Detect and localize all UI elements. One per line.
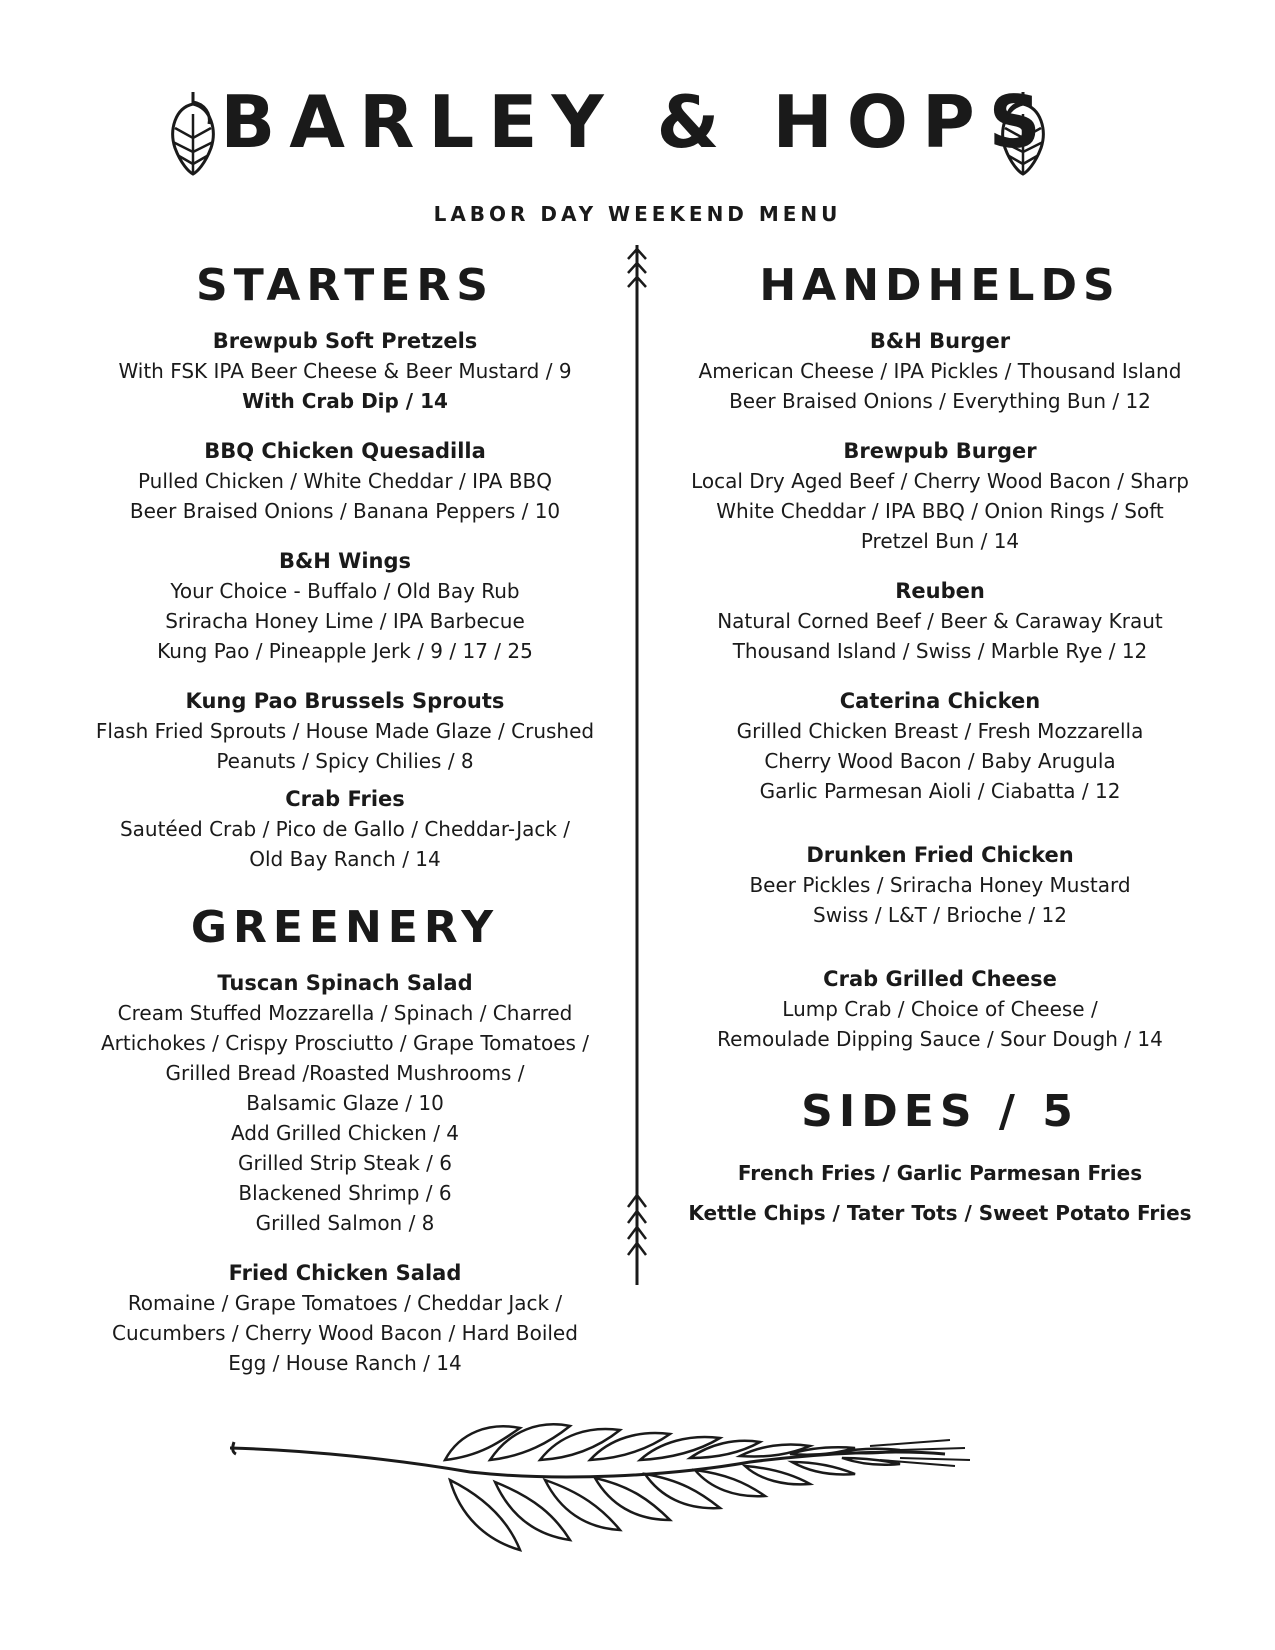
restaurant-title: BARLEY & HOPS xyxy=(220,80,1055,164)
item-line: French Fries / Garlic Parmesan Fries xyxy=(737,1161,1143,1185)
item-name: Tuscan Spinach Salad xyxy=(217,971,473,995)
item-line: Thousand Island / Swiss / Marble Rye / 12 xyxy=(732,639,1148,663)
item-line: Add Grilled Chicken / 4 xyxy=(230,1121,460,1145)
item-line: Artichokes / Crispy Prosciutto / Grape Tomatoes / xyxy=(100,1031,590,1055)
item-line: American Cheese / IPA Pickles / Thousand Island xyxy=(698,359,1182,383)
item-line: Remoulade Dipping Sauce / Sour Dough / 14 xyxy=(717,1027,1163,1051)
item-name: Kung Pao Brussels Sprouts xyxy=(185,689,505,713)
menu-item xyxy=(80,436,610,526)
hop-icon-right xyxy=(995,90,1051,176)
item-line: Grilled Bread /Roasted Mushrooms / xyxy=(165,1061,525,1085)
item-name: B&H Burger xyxy=(869,329,1011,353)
item-line: Peanuts / Spicy Chilies / 8 xyxy=(216,749,474,773)
menu-item xyxy=(670,964,1210,1054)
menu-item xyxy=(670,840,1210,930)
item-line: White Cheddar / IPA BBQ / Onion Rings / Soft xyxy=(716,499,1164,523)
menu-item xyxy=(670,1158,1210,1228)
wheat-arrow-divider-icon xyxy=(622,245,652,1285)
item-line: Sautéed Crab / Pico de Gallo / Cheddar-Jack / xyxy=(119,817,571,841)
item-line: Grilled Strip Steak / 6 xyxy=(238,1151,452,1175)
item-line: Beer Braised Onions / Everything Bun / 12 xyxy=(729,389,1151,413)
menu-section-handhelds xyxy=(670,258,1210,1054)
item-name: Crab Grilled Cheese xyxy=(823,967,1057,991)
section-heading: SIDES / 5 xyxy=(801,1086,1079,1137)
item-name: Reuben xyxy=(895,579,985,603)
item-line: Old Bay Ranch / 14 xyxy=(249,847,441,871)
item-line: Grilled Chicken Breast / Fresh Mozzarella xyxy=(736,719,1144,743)
menu-item xyxy=(670,326,1210,416)
menu-item xyxy=(670,576,1210,666)
item-line: Blackened Shrimp / 6 xyxy=(238,1181,452,1205)
item-line: Pulled Chicken / White Cheddar / IPA BBQ xyxy=(137,469,553,493)
menu-item xyxy=(80,546,610,666)
item-name: Fried Chicken Salad xyxy=(228,1261,462,1285)
section-heading: STARTERS xyxy=(196,260,494,311)
item-line: Pretzel Bun / 14 xyxy=(860,529,1020,553)
menu-item xyxy=(670,436,1210,556)
item-name: B&H Wings xyxy=(278,549,412,573)
wheat-stalk-illustration-icon xyxy=(230,1420,990,1560)
item-line: Lump Crab / Choice of Cheese / xyxy=(782,997,1098,1021)
section-heading: HANDHELDS xyxy=(759,260,1121,311)
right-column xyxy=(670,258,1210,1248)
item-line: With FSK IPA Beer Cheese & Beer Mustard / 9 xyxy=(118,359,572,383)
item-line: Egg / House Ranch / 14 xyxy=(228,1351,462,1375)
menu-item xyxy=(80,1258,610,1378)
item-line: Beer Pickles / Sriracha Honey Mustard xyxy=(749,873,1131,897)
item-line: Flash Fried Sprouts / House Made Glaze / Crushed xyxy=(95,719,595,743)
item-name: BBQ Chicken Quesadilla xyxy=(204,439,486,463)
menu-section-greenery xyxy=(80,900,610,1378)
item-line: With Crab Dip / 14 xyxy=(242,389,448,413)
menu-item xyxy=(80,326,610,416)
menu-subtitle: LABOR DAY WEEKEND MENU xyxy=(433,202,842,226)
item-line: Local Dry Aged Beef / Cherry Wood Bacon / Sharp xyxy=(691,469,1189,493)
item-line: Romaine / Grape Tomatoes / Cheddar Jack / xyxy=(127,1291,563,1315)
item-line: Grilled Salmon / 8 xyxy=(255,1211,435,1235)
item-name: Drunken Fried Chicken xyxy=(806,843,1074,867)
item-line: Cucumbers / Cherry Wood Bacon / Hard Boiled xyxy=(112,1321,578,1345)
item-line: Sriracha Honey Lime / IPA Barbecue xyxy=(165,609,525,633)
item-line: Cherry Wood Bacon / Baby Arugula xyxy=(764,749,1116,773)
item-name: Brewpub Burger xyxy=(843,439,1037,463)
item-line: Kung Pao / Pineapple Jerk / 9 / 17 / 25 xyxy=(157,639,533,663)
item-line: Beer Braised Onions / Banana Peppers / 10 xyxy=(129,499,561,523)
item-line: Balsamic Glaze / 10 xyxy=(246,1091,444,1115)
item-line: Garlic Parmesan Aioli / Ciabatta / 12 xyxy=(759,779,1121,803)
menu-item xyxy=(80,686,610,776)
left-column xyxy=(80,258,610,1398)
menu-section-starters xyxy=(80,258,610,874)
menu-section-sides xyxy=(670,1084,1210,1228)
item-line: Kettle Chips / Tater Tots / Sweet Potato Fries xyxy=(688,1201,1192,1225)
item-line: Swiss / L&T / Brioche / 12 xyxy=(813,903,1067,927)
item-line: Natural Corned Beef / Beer & Caraway Kraut xyxy=(717,609,1163,633)
menu-item xyxy=(670,686,1210,806)
item-line: Cream Stuffed Mozzarella / Spinach / Charred xyxy=(117,1001,573,1025)
item-name: Brewpub Soft Pretzels xyxy=(212,329,478,353)
menu-item xyxy=(80,968,610,1238)
section-heading: GREENERY xyxy=(190,902,500,953)
item-name: Crab Fries xyxy=(285,787,405,811)
item-line: Your Choice - Buffalo / Old Bay Rub xyxy=(170,579,520,603)
item-name: Caterina Chicken xyxy=(839,689,1041,713)
menu-item xyxy=(80,784,610,874)
